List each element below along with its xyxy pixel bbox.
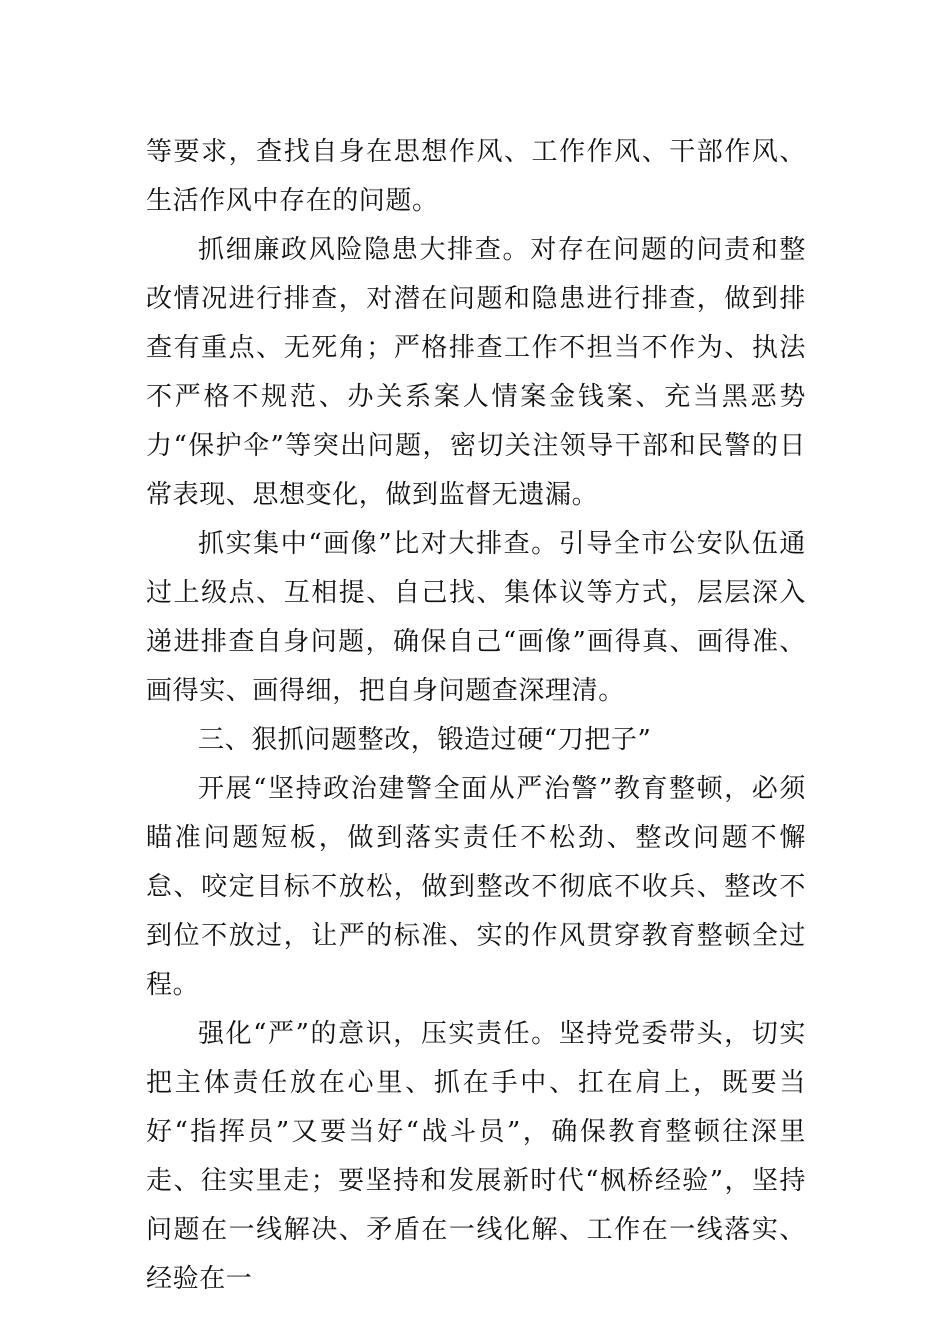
- document-body: [146, 128, 806, 1304]
- paragraph-5: 强化“严”的意识，压实责任。坚持党委带头，切实把主体责任放在心里、抓在手中、扛在肩上，既要当好“指挥员”又要当好“战斗员”，确保教育整顿往深里走、往实里走；要坚持和发展新时代“枫桥经验”，坚持问题在一线解决、矛盾在一线化解、工作在一线落实、经验在一: [146, 1019, 806, 1294]
- paragraph-1: 等要求，查找自身在思想作风、工作作风、干部作风、生活作风中存在的问题。: [146, 137, 806, 216]
- section-heading: 三、狠抓问题整改，锻造过硬“刀把子”: [198, 725, 652, 755]
- paragraph-4: 开展“坚持政治建警全面从严治警”教育整顿，必须瞄准问题短板，做到落实责任不松劲、整改问题不懈怠、咬定目标不放松，做到整改不彻底不收兵、整改不到位不放过，让严的标准、实的作风贯穿教育整顿全过程。: [146, 774, 806, 1000]
- paragraph-3: 抓实集中“画像”比对大排查。引导全市公安队伍通过上级点、互相提、自己找、集体议等方式，层层深入递进排查自身问题，确保自己“画像”画得真、画得准、画得实、画得细，把自身问题查深理清。: [146, 529, 806, 706]
- paragraph-2: 抓细廉政风险隐患大排查。对存在问题的问责和整改情况进行排查，对潜在问题和隐患进行排查，做到排查有重点、无死角；严格排查工作不担当不作为、执法不严格不规范、办关系案人情案金钱案、充当黑恶势力“保护伞”等突出问题，密切关注领导干部和民警的日常表现、思想变化，做到监督无遗漏。: [146, 235, 806, 510]
